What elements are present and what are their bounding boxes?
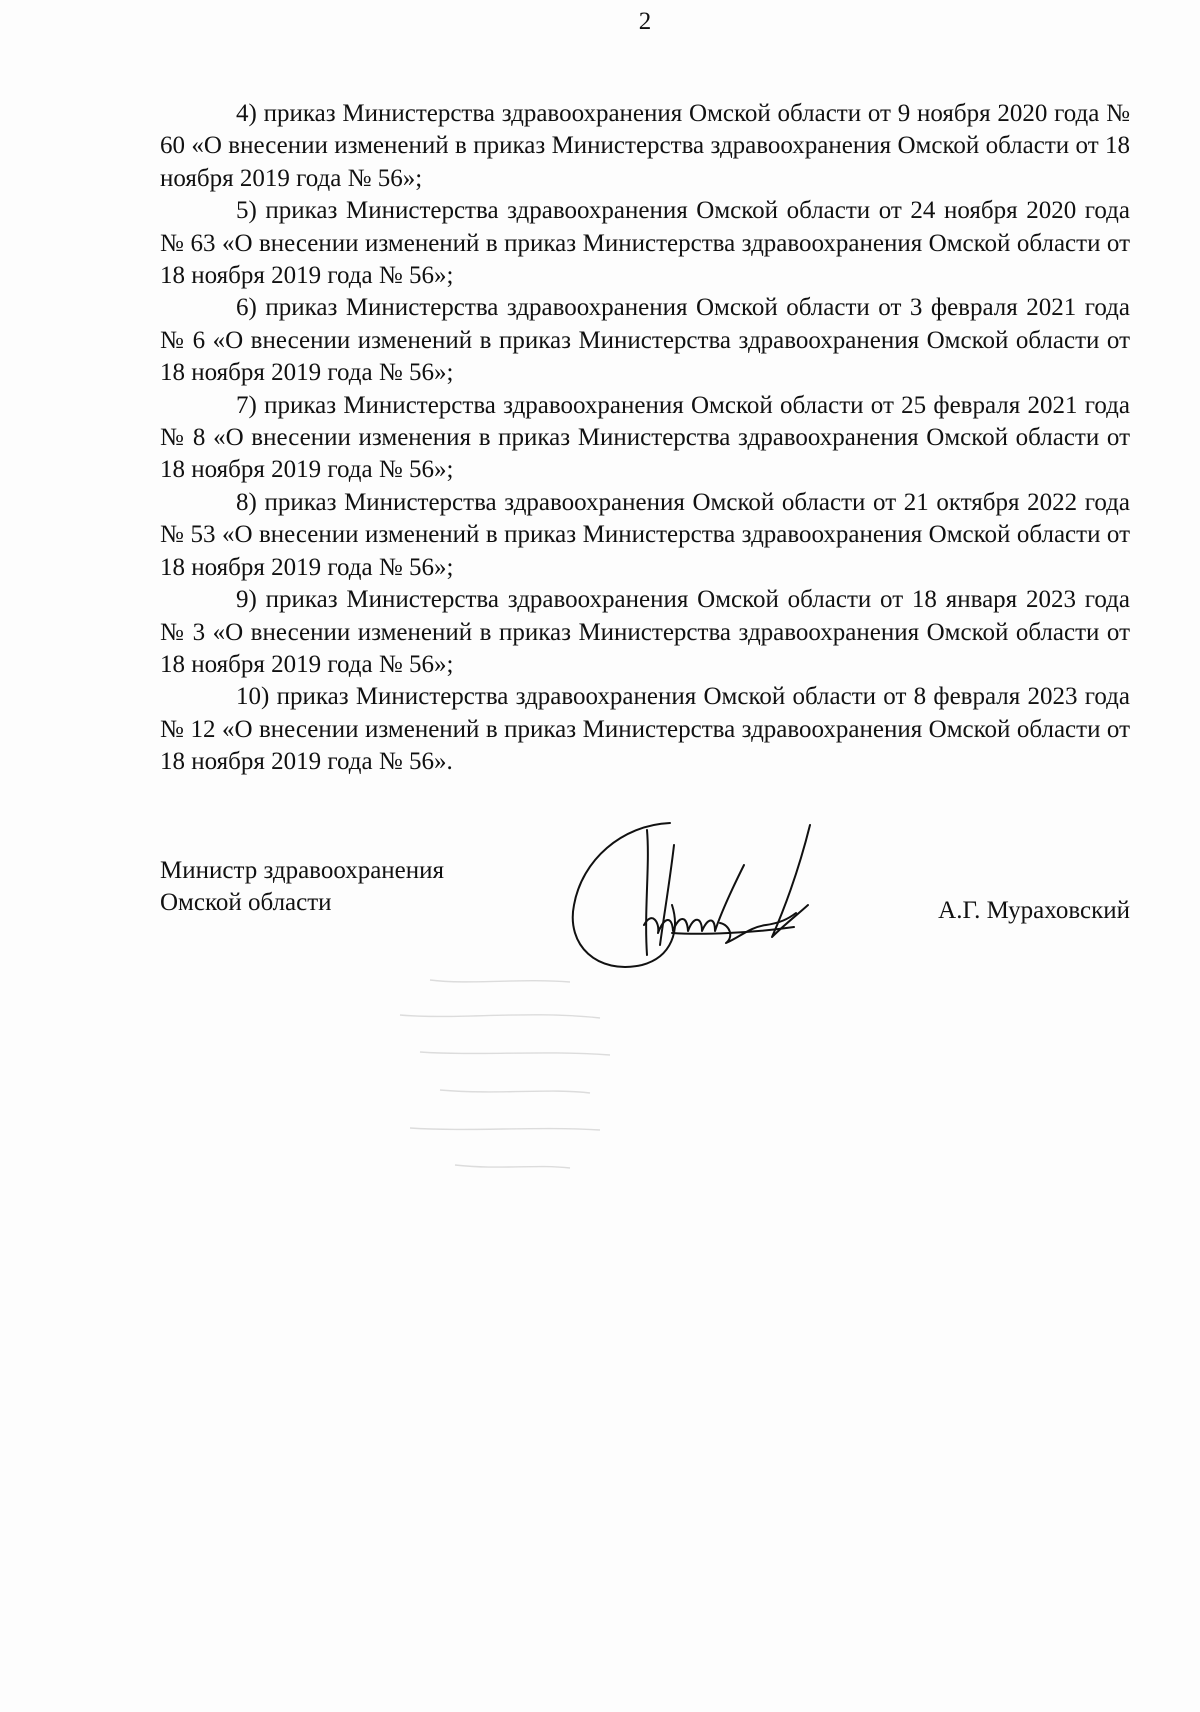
order-item-8: 8) приказ Министерства здравоохранения Омской области от 21 октября 2022 года № 53 «О внесении изменений в приказ Министерства здравоохранения Омской области от 18 ноября 2019 года № 56»;	[160, 488, 1130, 581]
signature-block	[160, 855, 1130, 975]
order-item-7: 7) приказ Министерства здравоохранения Омской области от 25 февраля 2021 года № 8 «О внесении изменения в приказ Министерства здравоохранения Омской области от 18 ноября 2019 года № 56»;	[160, 391, 1130, 484]
signer-position-line1: Министр здравоохранения	[160, 857, 445, 884]
signer-position-line2: Омской области	[160, 889, 332, 916]
order-item-9: 9) приказ Министерства здравоохранения Омской области от 18 января 2023 года № 3 «О внесении изменений в приказ Министерства здравоохранения Омской области от 18 ноября 2019 года № 56»;	[160, 586, 1130, 678]
order-item-4: 4) приказ Министерства здравоохранения Омской области от 9 ноября 2020 года № 60 «О внесении изменений в приказ Министерства здравоохранения Омской области от 18 ноября 2019 года № 56»;	[160, 100, 1130, 192]
handwritten-signature	[552, 805, 852, 985]
order-item-6: 6) приказ Министерства здравоохранения Омской области от 3 февраля 2021 года № 6 «О внесении изменений в приказ Министерства здравоохранения Омской области от 18 ноября 2019 года № 56»;	[160, 294, 1130, 387]
order-item-10: 10) приказ Министерства здравоохранения Омской области от 8 февраля 2023 года № 12 «О внесении изменений в приказ Министерства здравоохранения Омской области от 18 ноября 2019 года № 56».	[160, 683, 1130, 776]
order-item-5: 5) приказ Министерства здравоохранения Омской области от 24 ноября 2020 года № 63 «О внесении изменений в приказ Министерства здравоохранения Омской области от 18 ноября 2019 года № 56»;	[160, 197, 1130, 290]
page-number: 2	[638, 8, 652, 35]
signer-name: А.Г. Мураховский	[938, 897, 1130, 924]
faded-stamp-trace	[360, 960, 690, 1200]
signer-position	[160, 855, 444, 919]
order-list	[160, 98, 1130, 779]
